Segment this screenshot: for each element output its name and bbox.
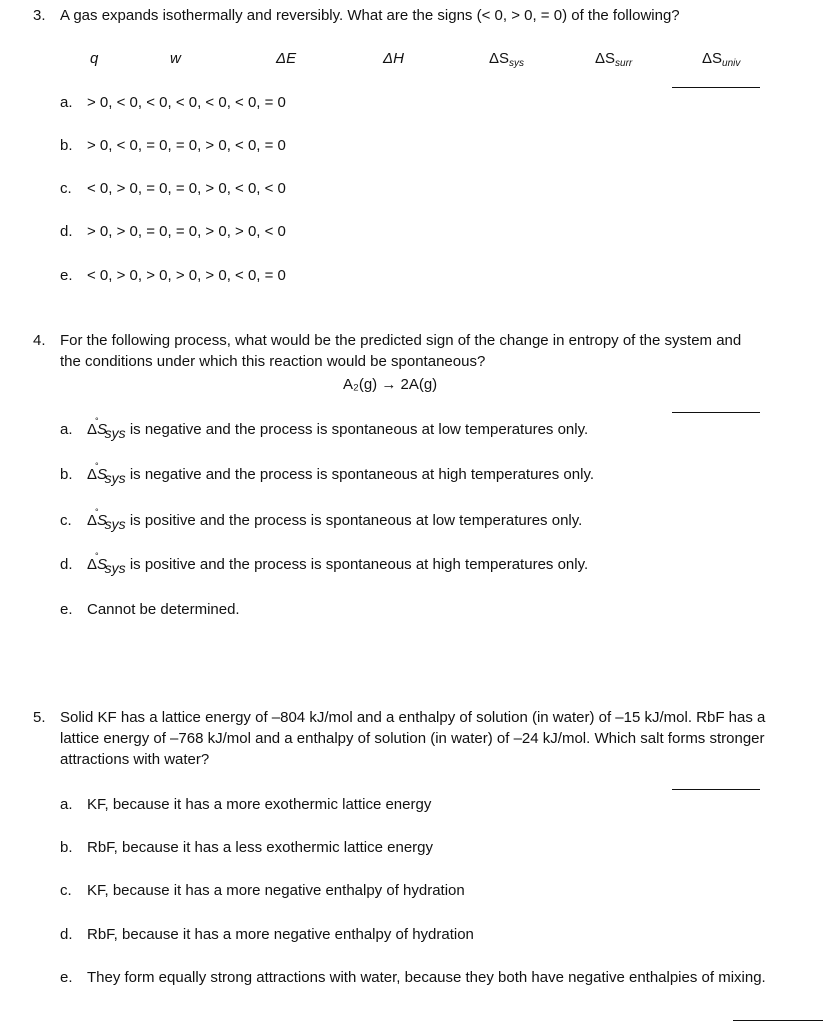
entropy-symbol [87, 507, 126, 532]
option-c[interactable] [60, 178, 286, 199]
standard-state-mark: ° [95, 507, 99, 517]
option-letter: b. [60, 137, 73, 154]
header-subscript: sys [509, 58, 525, 69]
answer-blank[interactable] [733, 1020, 823, 1021]
entropy-subscript: sys [104, 470, 126, 486]
answer-blank[interactable] [672, 412, 760, 413]
entropy-letter: S [97, 466, 108, 483]
question-text: A gas expands isothermally and reversibly. What are the signs (< 0, > 0, = 0) of the following? [60, 7, 680, 24]
option-d[interactable] [60, 551, 589, 579]
entropy-letter: S [97, 421, 108, 438]
standard-state-mark: ° [95, 461, 99, 471]
question-number: 5. [33, 709, 46, 726]
header-delta-s-sys [489, 48, 524, 74]
option-letter: d. [60, 926, 73, 943]
option-b[interactable] [60, 135, 286, 156]
question-text: Solid KF has a lattice energy of –804 kJ/mol and a enthalpy of solution (in water) of –15 kJ/mol. RbF has a lattice energy of –768 kJ/mol and a enthalpy of solution (in water) of –24 kJ/mol. Which salt forms stronger attractions with water? [60, 709, 766, 768]
header-q: q [90, 50, 99, 67]
answer-blank[interactable] [672, 789, 760, 790]
option-e[interactable] [60, 599, 240, 620]
option-letter: b. [60, 839, 73, 856]
standard-state-mark: ° [95, 416, 99, 426]
option-text: < 0, > 0, > 0, > 0, > 0, < 0, = 0 [87, 267, 286, 284]
option-text: KF, because it has a more exothermic lattice energy [87, 796, 432, 813]
header-subscript: univ [722, 58, 741, 69]
option-text: > 0, < 0, < 0, < 0, < 0, < 0, = 0 [87, 94, 286, 111]
delta-symbol: Δ [87, 556, 98, 573]
delta-symbol: Δ [87, 466, 98, 483]
option-letter: c. [60, 512, 72, 529]
delta-symbol: Δ [87, 512, 98, 529]
entropy-subscript: sys [104, 425, 126, 441]
option-d[interactable] [60, 221, 286, 242]
header-delta-e: ΔE [276, 50, 297, 67]
header-delta-s-univ [702, 48, 740, 74]
delta-symbol: Δ [87, 421, 98, 438]
entropy-letter: S [97, 556, 108, 573]
option-a[interactable] [60, 416, 589, 444]
option-text: is negative and the process is spontaneous at low temperatures only. [125, 421, 589, 438]
option-text: > 0, > 0, = 0, = 0, > 0, > 0, < 0 [87, 223, 286, 240]
option-text: KF, because it has a more negative enthalpy of hydration [87, 882, 465, 899]
option-text: They form equally strong attractions with water, because they both have negative enthalpies of mixing. [87, 969, 766, 986]
option-letter: c. [60, 882, 72, 899]
option-d[interactable] [60, 924, 474, 945]
option-letter: e. [60, 601, 73, 618]
header-delta-s-surr [595, 48, 632, 74]
entropy-symbol [87, 551, 126, 576]
option-letter: a. [60, 796, 73, 813]
option-text: is positive and the process is spontaneous at low temperatures only. [125, 512, 583, 529]
option-text: < 0, > 0, = 0, = 0, > 0, < 0, < 0 [87, 180, 286, 197]
option-c[interactable] [60, 507, 583, 535]
header-symbol: ΔS [595, 50, 616, 67]
option-c[interactable] [60, 880, 465, 901]
header-symbol: ΔS [489, 50, 510, 67]
option-letter: e. [60, 267, 73, 284]
option-text: is negative and the process is spontaneous at high temperatures only. [125, 466, 594, 483]
entropy-symbol [87, 416, 126, 441]
option-letter: d. [60, 223, 73, 240]
option-text: RbF, because it has a more negative enthalpy of hydration [87, 926, 474, 943]
header-subscript: surr [615, 58, 633, 69]
option-a[interactable] [60, 794, 431, 815]
question-number: 3. [33, 7, 46, 24]
entropy-symbol [87, 461, 126, 486]
header-delta-h: ΔH [383, 50, 404, 67]
entropy-subscript: sys [104, 560, 126, 576]
option-letter: c. [60, 180, 72, 197]
option-e[interactable] [60, 265, 286, 286]
option-text: RbF, because it has a less exothermic lattice energy [87, 839, 434, 856]
standard-state-mark: ° [95, 551, 99, 561]
option-text: is positive and the process is spontaneous at high temperatures only. [125, 556, 589, 573]
option-letter: a. [60, 421, 73, 438]
header-symbol: ΔS [702, 50, 723, 67]
option-letter: e. [60, 969, 73, 986]
option-letter: b. [60, 466, 73, 483]
header-w: w [170, 50, 181, 67]
option-text: Cannot be determined. [87, 601, 240, 618]
reaction-equation: A₂(g) → 2A(g) [343, 376, 438, 393]
question-text: For the following process, what would be the predicted sign of the change in entropy of the system and the conditions under which this reaction would be spontaneous? [60, 332, 742, 370]
answer-blank[interactable] [672, 87, 760, 88]
entropy-subscript: sys [104, 516, 126, 532]
option-a[interactable] [60, 92, 286, 113]
option-e[interactable] [60, 967, 775, 988]
option-b[interactable] [60, 461, 594, 489]
entropy-letter: S [97, 512, 108, 529]
question-number: 4. [33, 332, 46, 349]
option-b[interactable] [60, 837, 433, 858]
option-letter: a. [60, 94, 73, 111]
option-letter: d. [60, 556, 73, 573]
option-text: > 0, < 0, = 0, = 0, > 0, < 0, = 0 [87, 137, 286, 154]
